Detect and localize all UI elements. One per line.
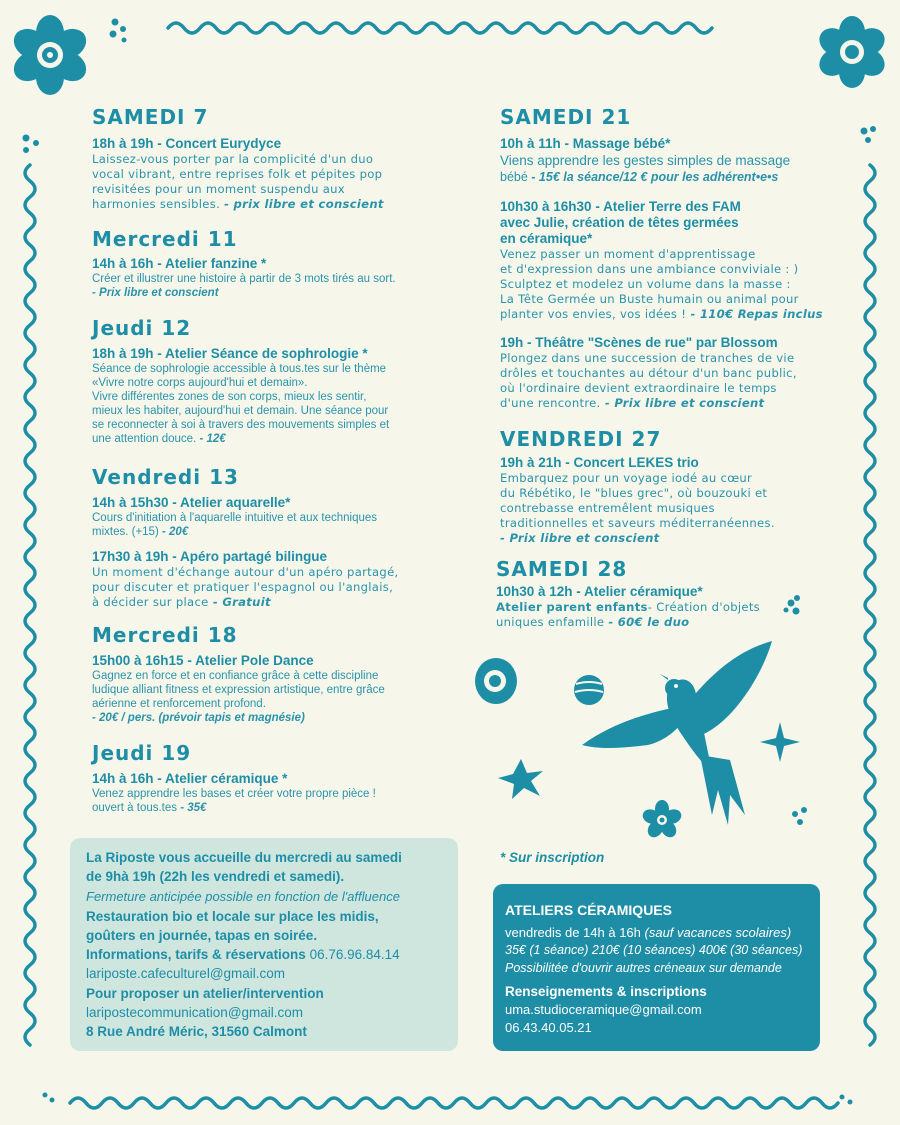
day-heading: Jeudi 19	[92, 741, 192, 765]
event-description: Plongez dans une succession de tranches de vie drôles et touchantes au détour d'un banc public, où l'ordinaire devient extraordinaire le temps d'une rencontre. - Prix libre et conscient	[500, 351, 797, 410]
ceramics-contact-title: Renseignements & inscriptions	[505, 984, 707, 999]
event-title: 18h à 19h - Atelier Séance de sophrologie *	[92, 346, 368, 361]
ceramics-prices: 35€ (1 séance) 210€ (10 séances) 400€ (30 séances)	[505, 943, 803, 957]
info-contact: Informations, tarifs & réservations 06.76.96.84.14	[86, 947, 400, 962]
left-wave-border	[25, 165, 35, 1045]
event-description: Embarquez pour un voyage iodé au cœur du Rébétiko, le "blues grec", où bouzouki et contrebasse entremêlent musiques traditionnelles et saveurs méditerranéennes. - Prix libre et conscient	[500, 471, 775, 545]
day-heading: Jeudi 12	[92, 316, 192, 340]
event-title: 14h à 16h - Atelier fanzine *	[92, 256, 267, 271]
event-theatre-blossom	[500, 335, 830, 411]
event-title: 14h à 16h - Atelier céramique *	[92, 771, 288, 786]
day-heading: SAMEDI 28	[496, 557, 628, 581]
info-box	[70, 838, 458, 1051]
planet-icon	[475, 658, 604, 705]
bottom-wave-border	[70, 1098, 838, 1108]
day-heading: Vendredi 13	[92, 465, 239, 489]
event-title: 10h30 à 12h - Atelier céramique*	[496, 584, 703, 599]
ceramics-other: Possibilitée d'ouvrir autres créneaux sur demande	[505, 961, 782, 975]
event-title: 14h à 15h30 - Atelier aquarelle*	[92, 495, 291, 510]
event-description: Venez apprendre les bases et créer votre propre pièce ! ouvert à tous.tes - 35€	[92, 788, 376, 814]
info-email[interactable]: lariposte.cafeculturel@gmail.com	[86, 966, 286, 981]
event-title: 10h à 11h - Massage bébé*	[500, 136, 671, 151]
event-massage-bebe	[500, 136, 820, 186]
info-closing: Fermeture anticipée possible en fonction de l'affluence	[86, 889, 400, 904]
day-heading: Mercredi 18	[92, 623, 238, 647]
event-description: Créer et illustrer une histoire à partir de 3 mots tirés au sort. - Prix libre et conscient	[92, 273, 396, 299]
event-ceramique	[92, 771, 432, 815]
bird-illustration	[582, 641, 772, 825]
ceramics-schedule: vendredis de 14h à 16h (sauf vacances scolaires)	[505, 925, 792, 940]
info-food-2: goûters en journée, tapas en soirée.	[86, 928, 318, 943]
day-heading: VENDREDI 27	[500, 427, 662, 451]
top-wave-border	[168, 23, 712, 33]
event-title: 15h00 à 16h15 - Atelier Pole Dance	[92, 653, 314, 668]
day-heading: SAMEDI 21	[500, 105, 632, 129]
info-food: Restauration bio et locale sur place les midis,	[86, 909, 379, 924]
event-sophrologie	[92, 346, 432, 446]
info-hours-2: de 9hà 19h (22h les vendredi et samedi).	[86, 869, 345, 884]
event-title: 18h à 19h - Concert Eurydyce	[92, 136, 282, 151]
event-title: 19h à 21h - Concert LEKES trio	[500, 455, 699, 470]
info-hours: La Riposte vous accueille du mercredi au samedi	[86, 850, 402, 865]
event-title: 10h30 à 16h30 - Atelier Terre des FAM	[500, 199, 741, 214]
event-title: 19h - Théâtre "Scènes de rue" par Blossom	[500, 335, 778, 350]
flower-icon	[8, 15, 91, 95]
flower-icon	[641, 800, 683, 840]
day-heading: SAMEDI 7	[92, 105, 209, 129]
event-ceramique-parent	[496, 584, 796, 630]
day-heading: Mercredi 11	[92, 227, 238, 251]
ceramics-email[interactable]: uma.studioceramique@gmail.com	[505, 1002, 702, 1017]
info-email-2[interactable]: laripostecommunication@gmail.com	[86, 1005, 304, 1020]
event-atelier-fanzine	[92, 256, 432, 300]
inscription-note: * Sur inscription	[500, 850, 605, 865]
event-description: Gagnez en force et en confiance grâce à cette discipline ludique alliant fitness et expression artistique, entre grâce aérienne et renforcement profond. - 20€ / pers. (prévoir tapis et magnésie)	[92, 670, 385, 724]
event-description: Un moment d'échange autour d'un apéro partagé, pour discuter et pratiquer l'espagnol ou l'anglais, à décider sur place - Gratuit	[92, 565, 399, 609]
event-concert-eurydyce	[92, 136, 412, 212]
event-description: Atelier parent enfants- Création d'objets uniques enfamille - 60€ le duo	[496, 600, 761, 629]
flower-icon	[814, 16, 889, 88]
event-description: Venez passer un moment d'apprentissage et d'expression dans une ambiance conviviale : ) Sculptez et modelez un volume dans la masse : La Tête Germée un Buste humain ou animal pour planter vos envies, vos idées ! - 110€ Repas inclus	[500, 247, 823, 321]
event-title-line3: en céramique*	[500, 231, 593, 246]
ceramics-phone[interactable]: 06.43.40.05.21	[505, 1020, 592, 1035]
event-title-line2: avec Julie, création de têtes germées	[500, 215, 739, 230]
event-description: Viens apprendre les gestes simples de massage bébé - 15€ la séance/12 € pour les adhérent•e•s	[500, 153, 791, 184]
event-apero-bilingue	[92, 549, 432, 610]
event-title: 17h30 à 19h - Apéro partagé bilingue	[92, 549, 328, 564]
event-description: Cours d'initiation à l'aquarelle intuitive et aux techniques mixtes. (+15) - 20€	[92, 512, 378, 538]
info-propose: Pour proposer un atelier/intervention	[86, 986, 324, 1001]
event-description: Laissez-vous porter par la complicité d'un duo vocal vibrant, entre reprises folk et pépites pop revisitées pour un moment suspendu aux harmonies sensibles. - prix libre et conscient	[92, 152, 384, 211]
event-description: Séance de sophrologie accessible à tous.tes sur le thème «Vivre notre corps aujourd'hui et demain». Vivre différentes zones de son corps, mieux les sentir, mieux les habiter, aujourd'hui et demain. Une séance pour se reconnecter à soi à travers des mouvements simples et une attention douce. - 12€	[92, 363, 390, 445]
event-concert-lekes	[500, 455, 830, 546]
event-atelier-terre	[500, 199, 830, 322]
event-pole-dance	[92, 653, 432, 725]
ceramics-title: ATELIERS CÉRAMIQUES	[505, 902, 672, 918]
ceramics-box	[493, 884, 820, 1051]
info-address: 8 Rue André Méric, 31560 Calmont	[86, 1024, 307, 1039]
right-wave-border	[865, 165, 875, 1045]
event-aquarelle	[92, 495, 432, 539]
